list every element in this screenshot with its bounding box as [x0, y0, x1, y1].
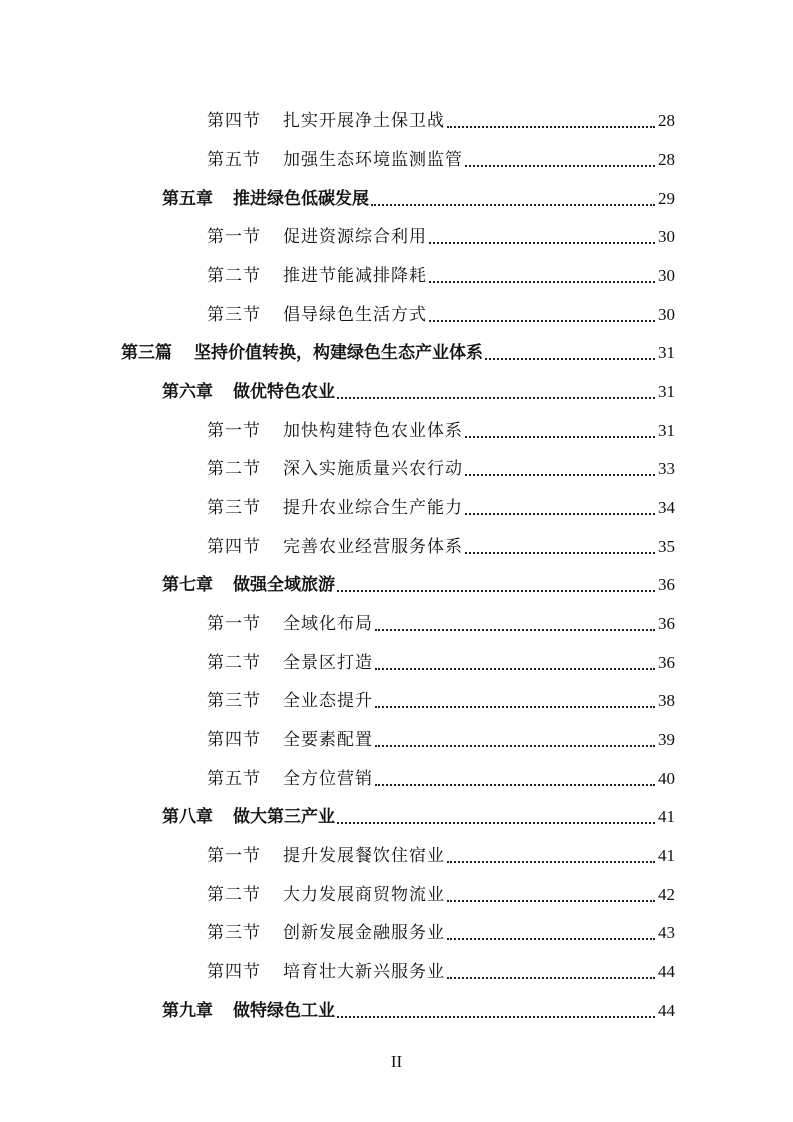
dot-leader [375, 784, 655, 786]
toc-entry-title: 全域化布局 [283, 614, 373, 634]
toc-entry[interactable] [207, 534, 675, 560]
toc-entry[interactable] [207, 920, 675, 946]
toc-entry[interactable] [162, 998, 675, 1024]
toc-entry[interactable] [207, 495, 675, 521]
toc-entry-title: 提升发展餐饮住宿业 [283, 846, 445, 866]
toc-entry-title: 做特绿色工业 [233, 1001, 335, 1021]
dot-leader [337, 822, 655, 824]
toc-entry-label: 第三节 [207, 498, 261, 518]
dot-leader [465, 165, 655, 167]
toc-entry-title: 全业态提升 [283, 691, 373, 711]
toc-entry-label: 第五章 [162, 189, 213, 209]
toc-entry-title: 提升农业综合生产能力 [283, 498, 463, 518]
toc-entry-page: 36 [658, 575, 675, 594]
toc-entry[interactable] [207, 224, 675, 250]
toc-entry-label: 第三节 [207, 923, 261, 943]
toc-entry-title: 做优特色农业 [233, 382, 335, 402]
dot-leader [485, 358, 655, 360]
toc-entry-label: 第二节 [207, 653, 261, 673]
toc-entry-page: 38 [658, 691, 675, 710]
dot-leader [465, 436, 655, 438]
toc-entry[interactable] [207, 727, 675, 753]
dot-leader [337, 1016, 655, 1018]
toc-entry-title: 推进绿色低碳发展 [233, 189, 369, 209]
toc-entry-title: 培育壮大新兴服务业 [283, 962, 445, 982]
dot-leader [337, 397, 655, 399]
toc-entry[interactable] [207, 843, 675, 869]
toc-entry-page: 35 [658, 537, 675, 556]
dot-leader [375, 629, 655, 631]
toc-entry[interactable] [207, 688, 675, 714]
toc-entry-title: 做强全域旅游 [233, 575, 335, 595]
toc-entry-title: 加强生态环境监测监管 [283, 150, 463, 170]
toc-entry-label: 第二节 [207, 885, 261, 905]
toc-entry-title: 扎实开展净土保卫战 [283, 111, 445, 131]
toc-entry-page: 44 [658, 1001, 675, 1020]
toc-entry[interactable] [207, 882, 675, 908]
toc-entry-label: 第四节 [207, 962, 261, 982]
toc-entry[interactable] [162, 186, 675, 212]
toc-entry-title: 倡导绿色生活方式 [283, 305, 427, 325]
page-number: II [390, 1052, 403, 1071]
toc-entry-page: 28 [658, 150, 675, 169]
toc-entry[interactable] [121, 340, 675, 366]
toc-entry-page: 30 [658, 305, 675, 324]
dot-leader [429, 281, 655, 283]
toc-entry-title: 大力发展商贸物流业 [283, 885, 445, 905]
toc-entry-label: 第七章 [162, 575, 213, 595]
toc-entry-label: 第四节 [207, 537, 261, 557]
toc-entry-title: 全方位营销 [283, 769, 373, 789]
toc-entry-label: 第一节 [207, 227, 261, 247]
dot-leader [447, 861, 655, 863]
toc-entry[interactable] [207, 456, 675, 482]
toc-entry-page: 33 [658, 459, 675, 478]
toc-entry-page: 30 [658, 227, 675, 246]
dot-leader [375, 745, 655, 747]
toc-entry-page: 28 [658, 111, 675, 130]
toc-entry[interactable] [162, 572, 675, 598]
toc-entry-label: 第六章 [162, 382, 213, 402]
toc-entry-page: 31 [658, 343, 675, 362]
toc-entry-title: 全景区打造 [283, 653, 373, 673]
dot-leader [337, 590, 655, 592]
toc-entry-title: 推进节能减排降耗 [283, 266, 427, 286]
toc-entry-label: 第二节 [207, 459, 261, 479]
toc-entry[interactable] [207, 766, 675, 792]
dot-leader [465, 513, 655, 515]
toc-entry-page: 43 [658, 923, 675, 942]
toc-entry-label: 第三节 [207, 691, 261, 711]
toc-entry[interactable] [207, 959, 675, 985]
toc-entry-label: 第三节 [207, 305, 261, 325]
toc-entry-page: 34 [658, 498, 675, 517]
toc-entry-title: 创新发展金融服务业 [283, 923, 445, 943]
toc-entry-label: 第一节 [207, 421, 261, 441]
toc-entry-page: 44 [658, 962, 675, 981]
toc-entry-label: 第九章 [162, 1001, 213, 1021]
toc-entry[interactable] [207, 611, 675, 637]
toc-entry-title: 完善农业经营服务体系 [283, 537, 463, 557]
toc-entry-page: 31 [658, 382, 675, 401]
toc-entry-title: 做大第三产业 [233, 807, 335, 827]
toc-entry-label: 第四节 [207, 111, 261, 131]
toc-entry-title: 促进资源综合利用 [283, 227, 427, 247]
toc-entry-label: 第五节 [207, 769, 261, 789]
toc-entry-title: 坚持价值转换，构建绿色生态产业体系 [194, 343, 483, 363]
toc-entry[interactable] [207, 418, 675, 444]
toc-entry-label: 第八章 [162, 807, 213, 827]
dot-leader [375, 668, 655, 670]
toc-entry-page: 36 [658, 614, 675, 633]
toc-entry-page: 36 [658, 653, 675, 672]
toc-entry-page: 41 [658, 846, 675, 865]
dot-leader [447, 977, 655, 979]
toc-entry[interactable] [207, 147, 675, 173]
toc-entry[interactable] [162, 804, 675, 830]
toc-entry-page: 31 [658, 421, 675, 440]
toc-entry-page: 30 [658, 266, 675, 285]
dot-leader [447, 900, 655, 902]
toc-entry[interactable] [207, 650, 675, 676]
toc-entry-page: 40 [658, 769, 675, 788]
dot-leader [447, 938, 655, 940]
toc-entry-label: 第三篇 [121, 343, 172, 363]
toc-entry-label: 第一节 [207, 614, 261, 634]
toc-entry-page: 42 [658, 885, 675, 904]
toc-entry-title: 全要素配置 [283, 730, 373, 750]
toc-entry-page: 39 [658, 730, 675, 749]
dot-leader [465, 474, 655, 476]
toc-entry-label: 第四节 [207, 730, 261, 750]
dot-leader [465, 552, 655, 554]
toc-entry-title: 加快构建特色农业体系 [283, 421, 463, 441]
toc-entry[interactable] [207, 302, 675, 328]
toc-entry-label: 第五节 [207, 150, 261, 170]
dot-leader [429, 320, 655, 322]
toc-entry-page: 29 [658, 189, 675, 208]
toc-entry-title: 深入实施质量兴农行动 [283, 459, 463, 479]
dot-leader [375, 706, 655, 708]
toc-entry-label: 第二节 [207, 266, 261, 286]
toc-entry[interactable] [207, 108, 675, 134]
toc-entry[interactable] [207, 263, 675, 289]
dot-leader [429, 242, 655, 244]
toc-entry-page: 41 [658, 807, 675, 826]
dot-leader [447, 126, 655, 128]
toc-entry[interactable] [162, 379, 675, 405]
toc-entry-label: 第一节 [207, 846, 261, 866]
dot-leader [371, 204, 655, 206]
